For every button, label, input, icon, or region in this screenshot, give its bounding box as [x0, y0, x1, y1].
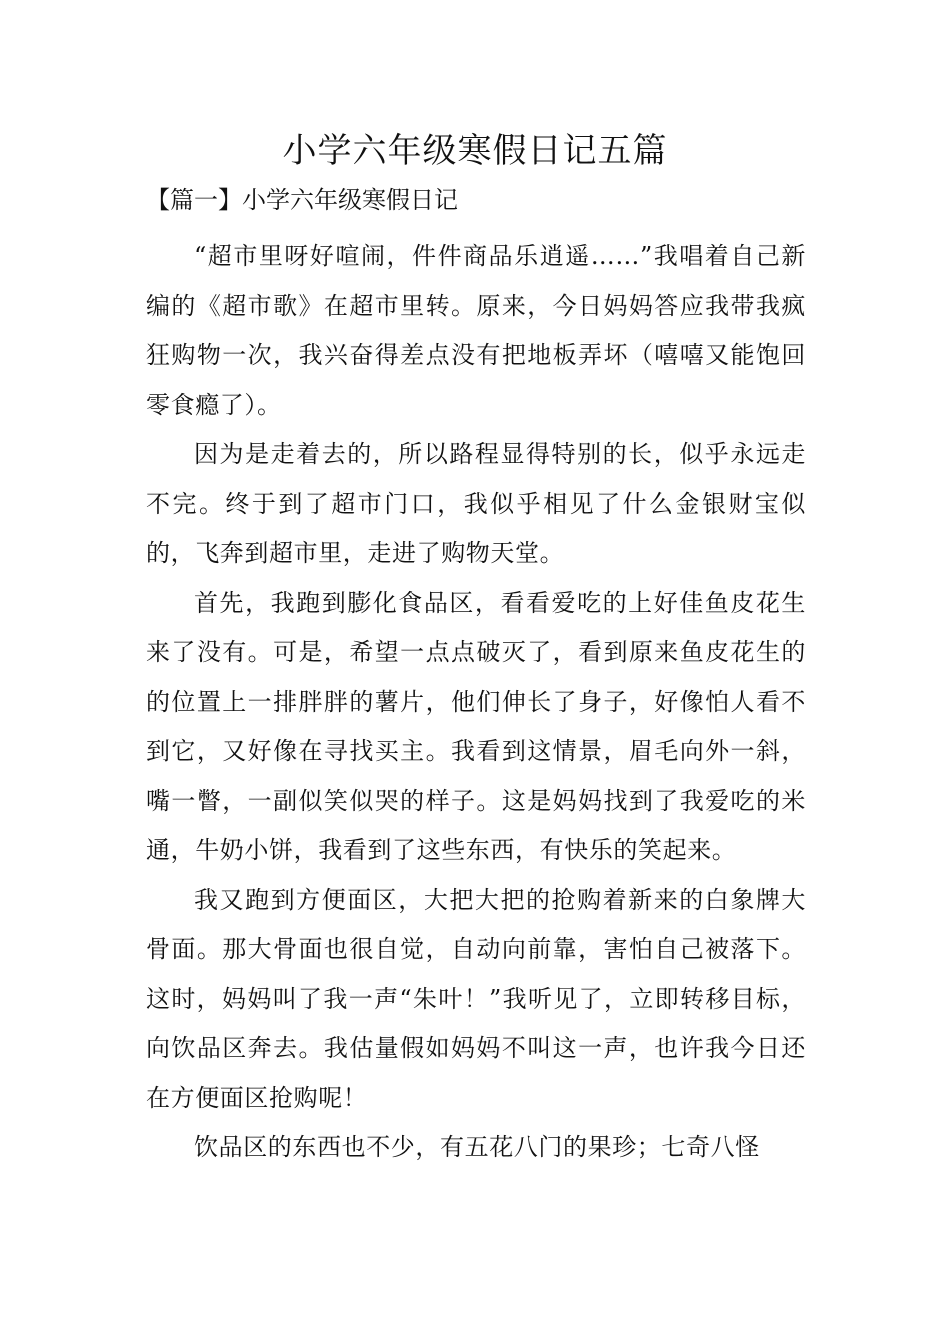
paragraph: 首先，我跑到膨化食品区，看看爱吃的上好佳鱼皮花生来了没有。可是，希望一点点破灭了，看到原来鱼皮花生的的位置上一排胖胖的薯片，他们伸长了身子，好像怕人看不到它，又好像在寻找买主。我看到这情景，眉毛向外一斜，嘴一瞥，一副似笑似哭的样子。这是妈妈找到了我爱吃的米通，牛奶小饼，我看到了这些东西，有快乐的笑起来。 [146, 588, 806, 864]
paragraph: 饮品区的东西也不少，有五花八门的果珍；七奇八怪 [194, 1133, 760, 1161]
paragraph: 我又跑到方便面区，大把大把的抢购着新来的白象牌大骨面。那大骨面也很自觉，自动向前靠，害怕自己被落下。这时，妈妈叫了我一声“朱叶！”我听见了，立即转移目标，向饮品区奔去。我估量假如妈妈不叫这一声，也许我今日还在方便面区抢购呢！ [146, 885, 806, 1112]
paragraph: “超市里呀好喧闹，件件商品乐逍遥……”我唱着自己新编的《超市歌》在超市里转。原来，今日妈妈答应我带我疯狂购物一次，我兴奋得差点没有把地板弄坏（嘻嘻又能饱回零食瘾了）。 [146, 242, 806, 419]
paragraph: 因为是走着去的，所以路程显得特别的长，似乎永远走不完。终于到了超市门口，我似乎相见了什么金银财宝似的，飞奔到超市里，走进了购物天堂。 [146, 440, 806, 567]
document-body [146, 232, 806, 1173]
section-heading: 【篇一】小学六年级寒假日记 [146, 186, 458, 214]
document-title: 小学六年级寒假日记五篇 [282, 131, 668, 171]
